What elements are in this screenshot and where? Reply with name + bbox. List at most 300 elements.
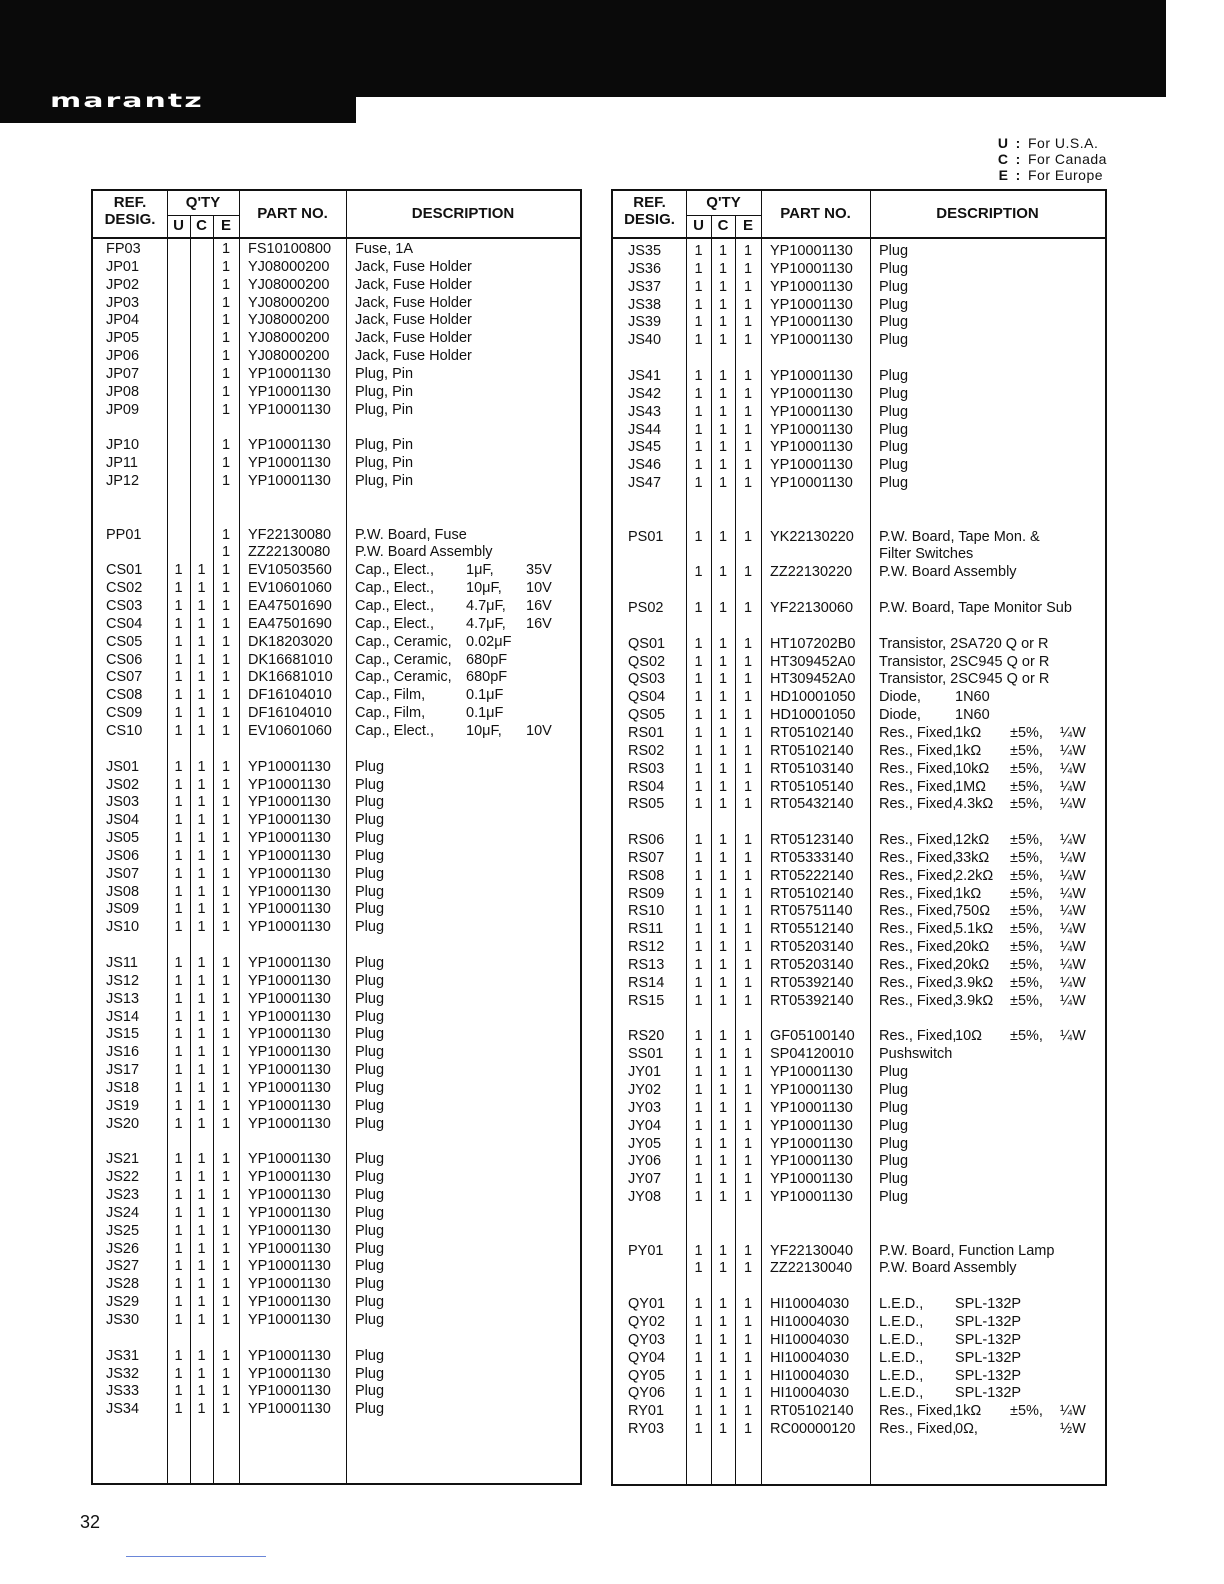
table-row <box>93 633 580 651</box>
qty-e: 1 <box>221 1044 231 1061</box>
table-row <box>613 635 1105 653</box>
table-row <box>93 1222 580 1240</box>
qty-u: 1 <box>694 974 703 991</box>
ref-desig: QY02 <box>628 1314 666 1330</box>
qty-e: 1 <box>743 367 753 384</box>
spec-rating: ¼W <box>1060 921 1086 938</box>
ref-desig: CS10 <box>106 722 143 739</box>
ref-desig: RS07 <box>628 849 665 866</box>
qty-c: 1 <box>718 1331 728 1348</box>
description: P.W. Board Assembly <box>355 544 493 561</box>
header-c: C <box>717 217 729 234</box>
ref-desig: JS45 <box>628 439 662 456</box>
description: Plug <box>355 794 385 811</box>
part-no: HI10004030 <box>770 1314 850 1330</box>
description: Plug <box>355 1026 385 1043</box>
region-legend <box>996 135 1107 183</box>
qty-e: 1 <box>221 919 231 936</box>
qty-c: 1 <box>718 1385 728 1402</box>
qty-e: 1 <box>221 1187 231 1204</box>
description: Cap., Film, <box>355 687 426 704</box>
description: P.W. Board Assembly <box>879 1260 1017 1277</box>
table-row <box>613 296 1105 314</box>
qty-u: 1 <box>694 1081 703 1098</box>
qty-u: 1 <box>694 1421 703 1438</box>
legend-row-usa: U : For U.S.A. <box>997 135 1099 151</box>
part-no: YP10001130 <box>248 919 331 936</box>
table-row <box>93 240 580 258</box>
table-row <box>613 367 1105 385</box>
part-no: YP10001130 <box>770 1135 853 1152</box>
description: Plug <box>879 260 909 277</box>
page-number: 32 <box>80 1512 101 1532</box>
table-row <box>613 867 1105 885</box>
part-no: HT309452A0 <box>770 653 856 670</box>
qty-e: 1 <box>743 1117 753 1134</box>
part-no: YP10001130 <box>248 1044 331 1061</box>
description: Cap., Elect., <box>355 598 434 614</box>
qty-e: 1 <box>221 812 231 829</box>
header-description: DESCRIPTION <box>411 205 515 222</box>
qty-c: 1 <box>718 921 728 938</box>
part-no: YP10001130 <box>248 1115 331 1132</box>
ref-desig: RS04 <box>628 778 665 795</box>
qty-c: 1 <box>718 600 728 616</box>
description: Cap., Ceramic, <box>355 633 452 650</box>
qty-u: 1 <box>694 1135 703 1152</box>
qty-c: 1 <box>197 972 206 989</box>
qty-e: 1 <box>743 778 753 795</box>
part-no: YP10001130 <box>770 403 853 420</box>
spec-tolerance: ±5%, <box>1010 796 1043 813</box>
qty-c: 1 <box>197 1204 206 1221</box>
qty-c: 1 <box>718 1117 728 1134</box>
spec-tolerance: ±5%, <box>1010 760 1043 777</box>
qty-e: 1 <box>221 348 231 365</box>
description: Res., Fixed, <box>879 778 957 795</box>
ref-desig: JP02 <box>106 276 140 293</box>
qty-c: 1 <box>718 1421 728 1438</box>
description: Plug <box>355 1079 385 1096</box>
table-row <box>93 294 580 312</box>
part-no: DK18203020 <box>248 633 333 650</box>
part-no: HD10001050 <box>770 707 856 724</box>
qty-u: 1 <box>694 1171 703 1188</box>
qty-e: 1 <box>743 1135 753 1152</box>
spec-tolerance: ±5%, <box>1010 1028 1043 1045</box>
description: Res., Fixed, <box>879 796 957 813</box>
description: L.E.D., <box>879 1314 924 1330</box>
ref-desig: JS43 <box>628 403 662 420</box>
qty-e: 1 <box>221 651 231 668</box>
qty-e: 1 <box>221 562 231 579</box>
spec-value: 1N60 <box>955 707 990 724</box>
qty-c: 1 <box>718 421 728 438</box>
qty-e: 1 <box>221 847 231 864</box>
spec-value: 1N60 <box>955 689 990 706</box>
qty-e: 1 <box>743 1260 753 1277</box>
part-no: RT05105140 <box>770 778 854 795</box>
qty-c: 1 <box>197 990 206 1007</box>
qty-e: 1 <box>221 1365 231 1382</box>
spec-tolerance: ±5%, <box>1010 992 1043 1009</box>
spec-tolerance: ±5%, <box>1010 778 1043 795</box>
qty-c: 1 <box>197 722 206 739</box>
qty-c: 1 <box>718 457 728 474</box>
description: Plug <box>355 1401 385 1418</box>
qty-u: 1 <box>694 635 703 652</box>
qty-c: 1 <box>197 955 206 971</box>
qty-u: 1 <box>174 1026 183 1043</box>
qty-u: 1 <box>174 901 183 918</box>
qty-e: 1 <box>743 885 753 902</box>
ref-desig: RS08 <box>628 867 665 884</box>
part-no: YP10001130 <box>248 1079 331 1096</box>
part-no: RT05392140 <box>770 992 854 1009</box>
description: Plug <box>879 1117 909 1134</box>
table-row <box>613 438 1105 456</box>
table-row <box>93 1400 580 1418</box>
qty-c: 1 <box>197 1062 206 1079</box>
table-row <box>93 1275 580 1293</box>
ref-desig: JP03 <box>106 294 140 311</box>
qty-c: 1 <box>197 598 206 614</box>
part-no: YP10001130 <box>248 812 331 829</box>
ref-desig: JS32 <box>106 1365 140 1382</box>
table-row <box>93 1025 580 1043</box>
description: Plug <box>879 1171 909 1188</box>
table-row <box>613 1295 1105 1313</box>
table-row <box>93 472 580 490</box>
qty-u: 1 <box>174 883 183 900</box>
qty-e: 1 <box>221 669 231 686</box>
qty-u: 1 <box>694 528 703 545</box>
ref-desig: JP12 <box>106 473 140 490</box>
part-no: RT05203140 <box>770 939 854 956</box>
description: Jack, Fuse Holder <box>355 348 472 365</box>
qty-e: 1 <box>743 867 753 884</box>
table-row <box>93 436 580 454</box>
header-desig: DESIG. <box>624 211 675 228</box>
qty-e: 1 <box>221 276 231 293</box>
qty-c: 1 <box>718 742 728 759</box>
ref-desig: JS14 <box>106 1008 140 1025</box>
part-no: YP10001130 <box>248 1008 331 1025</box>
qty-u: 1 <box>174 1169 183 1186</box>
qty-e: 1 <box>743 528 753 545</box>
qty-e: 1 <box>743 1385 753 1402</box>
qty-e: 1 <box>743 260 753 277</box>
ref-desig: JP07 <box>106 365 140 382</box>
ref-desig: RS02 <box>628 742 665 759</box>
qty-u: 1 <box>174 687 183 704</box>
qty-c: 1 <box>718 1242 728 1259</box>
table-row <box>613 670 1105 688</box>
table-row <box>613 528 1105 546</box>
description: Res., Fixed, <box>879 849 957 866</box>
qty-u: 1 <box>174 1222 183 1239</box>
column-divider <box>686 215 761 216</box>
table-row <box>613 956 1105 974</box>
part-no: YP10001130 <box>770 1117 853 1134</box>
spec-value: 20kΩ <box>955 957 990 973</box>
part-no: RT05123140 <box>770 832 854 849</box>
qty-e: 1 <box>221 330 231 347</box>
qty-e: 1 <box>221 437 231 454</box>
description: Plug <box>355 883 385 900</box>
qty-u: 1 <box>694 742 703 759</box>
part-no: HI10004030 <box>770 1349 850 1366</box>
part-no: YJ08000200 <box>248 348 330 365</box>
ref-desig: RS14 <box>628 974 665 991</box>
description: Plug, Pin <box>355 401 414 418</box>
description: Plug, Pin <box>355 455 414 472</box>
qty-e: 1 <box>221 865 231 882</box>
qty-c: 1 <box>718 1153 728 1170</box>
table-row <box>613 724 1105 742</box>
part-no: SP04120010 <box>770 1046 854 1063</box>
part-no: YP10001130 <box>248 1204 331 1221</box>
description: Plug, Pin <box>355 437 414 454</box>
part-no: YP10001130 <box>248 365 331 382</box>
table-row <box>93 597 580 615</box>
ref-desig: QY04 <box>628 1349 666 1366</box>
ref-desig: JS44 <box>628 421 662 438</box>
qty-e: 1 <box>743 1171 753 1188</box>
part-no: YP10001130 <box>770 1064 853 1081</box>
spec-rating: 16V <box>526 598 552 614</box>
ref-desig: CS03 <box>106 598 143 614</box>
qty-c: 1 <box>718 1314 728 1330</box>
part-no: RT05102140 <box>770 885 854 902</box>
description: Res., Fixed, <box>879 974 957 991</box>
part-no: YP10001130 <box>770 367 853 384</box>
description: Res., Fixed, <box>879 957 957 973</box>
ref-desig: JY01 <box>628 1064 662 1081</box>
description: L.E.D., <box>879 1385 924 1402</box>
qty-u: 1 <box>694 1349 703 1366</box>
qty-e: 1 <box>743 296 753 313</box>
part-no: ZZ22130220 <box>770 564 853 581</box>
spec-value: SPL-132P <box>955 1349 1022 1366</box>
ref-desig: QS03 <box>628 671 666 688</box>
qty-c: 1 <box>718 528 728 545</box>
ref-desig: JS03 <box>106 794 140 811</box>
column-divider <box>167 215 239 216</box>
header-qty: Q'TY <box>706 194 741 211</box>
description: Res., Fixed, <box>879 867 957 884</box>
qty-u: 1 <box>694 1064 703 1081</box>
qty-u: 1 <box>694 1153 703 1170</box>
table-row <box>93 776 580 794</box>
ref-desig: JS35 <box>628 243 662 259</box>
spec-value: 12kΩ <box>955 832 990 849</box>
table-row <box>93 329 580 347</box>
ref-desig: JS16 <box>106 1044 140 1061</box>
qty-u: 1 <box>694 367 703 384</box>
ref-desig: RS11 <box>628 921 664 938</box>
qty-e: 1 <box>743 796 753 813</box>
spec-rating: ¼W <box>1060 796 1086 813</box>
part-no: HD10001050 <box>770 689 856 706</box>
header-ref: REF. <box>113 194 147 211</box>
qty-c: 1 <box>197 812 206 829</box>
qty-c: 1 <box>197 562 206 579</box>
qty-u: 1 <box>174 776 183 793</box>
part-no: YP10001130 <box>248 473 331 490</box>
qty-e: 1 <box>743 957 753 973</box>
qty-u: 1 <box>694 278 703 295</box>
qty-u: 1 <box>694 260 703 277</box>
description: Plug, Pin <box>355 383 414 400</box>
part-no: YP10001130 <box>248 1383 331 1400</box>
part-no: YP10001130 <box>248 1365 331 1382</box>
table-row <box>93 883 580 901</box>
table-row <box>93 1079 580 1097</box>
qty-u: 1 <box>694 1189 703 1206</box>
qty-c: 1 <box>718 974 728 991</box>
ref-desig: JP08 <box>106 383 140 400</box>
qty-e: 1 <box>743 1081 753 1098</box>
header-qty: Q'TY <box>185 194 221 211</box>
description: Diode, <box>879 689 921 706</box>
ref-desig: JS39 <box>628 314 662 331</box>
part-no: YK22130220 <box>770 528 854 545</box>
ref-desig: JY06 <box>628 1153 662 1170</box>
qty-c: 1 <box>197 1383 206 1400</box>
ref-desig: JP05 <box>106 330 140 347</box>
part-no: YP10001130 <box>248 830 331 847</box>
table-row <box>93 579 580 597</box>
ref-desig: JS10 <box>106 919 140 936</box>
table-row <box>93 276 580 294</box>
qty-c: 1 <box>718 475 728 492</box>
description: Plug <box>355 1258 385 1275</box>
ref-desig: JS17 <box>106 1062 140 1079</box>
qty-e: 1 <box>743 314 753 331</box>
qty-e: 1 <box>221 383 231 400</box>
qty-e: 1 <box>743 1331 753 1348</box>
bottom-rule <box>126 1556 266 1557</box>
ref-desig: JP11 <box>106 455 138 472</box>
qty-u: 1 <box>694 1099 703 1116</box>
table-row <box>93 668 580 686</box>
ref-desig: JS20 <box>106 1115 140 1132</box>
spec-value: 3.9kΩ <box>955 974 994 991</box>
spec-value: 10kΩ <box>955 760 990 777</box>
qty-u: 1 <box>694 457 703 474</box>
ref-desig: JS05 <box>106 830 140 847</box>
spec-tolerance: ±5%, <box>1010 885 1043 902</box>
qty-e: 1 <box>743 832 753 849</box>
ref-desig: JS42 <box>628 385 662 402</box>
description: Plug <box>355 1204 385 1221</box>
description: Plug <box>355 847 385 864</box>
qty-u: 1 <box>694 1028 703 1045</box>
ref-desig: JS07 <box>106 865 140 882</box>
part-no: YP10001130 <box>248 1097 331 1114</box>
part-no: YP10001130 <box>248 794 331 811</box>
table-row <box>93 1061 580 1079</box>
part-no: YP10001130 <box>770 457 853 474</box>
table-row <box>93 758 580 776</box>
part-no: HI10004030 <box>770 1367 850 1384</box>
part-no: YP10001130 <box>248 437 331 454</box>
description: Plug <box>879 314 909 331</box>
table-row <box>93 972 580 990</box>
spec-value: 20kΩ <box>955 939 990 956</box>
part-no: YP10001130 <box>248 401 331 418</box>
description: Res., Fixed, <box>879 760 957 777</box>
ref-desig: JS46 <box>628 457 662 474</box>
qty-u: 1 <box>174 919 183 936</box>
part-no: YP10001130 <box>770 439 853 456</box>
ref-desig: RS06 <box>628 832 665 849</box>
table-row <box>613 742 1105 760</box>
part-no: YF22130060 <box>770 600 854 616</box>
qty-u: 1 <box>694 707 703 724</box>
description: Cap., Elect., <box>355 562 434 579</box>
description: Res., Fixed, <box>879 742 957 759</box>
description: Transistor, 2SC945 Q or R <box>879 653 1050 670</box>
table-row <box>613 902 1105 920</box>
description: Res., Fixed, <box>879 921 957 938</box>
part-no: YP10001130 <box>770 260 853 277</box>
qty-e: 1 <box>221 526 231 543</box>
spec-value: SPL-132P <box>955 1385 1022 1402</box>
qty-u: 1 <box>694 867 703 884</box>
qty-e: 1 <box>743 689 753 706</box>
spec-rating: ¼W <box>1060 903 1086 920</box>
qty-e: 1 <box>221 455 231 472</box>
ref-desig: RS03 <box>628 760 665 777</box>
table-row <box>613 992 1105 1010</box>
qty-e: 1 <box>221 972 231 989</box>
table-row <box>93 543 580 561</box>
spec-value: 0.1μF <box>466 687 504 704</box>
qty-e: 1 <box>221 580 231 597</box>
spec-rating: ¼W <box>1060 724 1086 741</box>
qty-u: 1 <box>174 562 183 579</box>
parts-table-right <box>611 189 1107 1486</box>
table-row <box>93 811 580 829</box>
qty-u: 1 <box>694 760 703 777</box>
ref-desig: JS08 <box>106 883 140 900</box>
qty-u: 1 <box>694 1260 703 1277</box>
description: Plug <box>355 1240 385 1257</box>
table-row <box>613 849 1105 867</box>
part-no: YP10001130 <box>770 1189 853 1206</box>
table-row <box>93 1204 580 1222</box>
spec-value: 1kΩ <box>955 1403 982 1420</box>
spec-value: 0Ω, <box>955 1421 978 1438</box>
part-no: YF22130040 <box>770 1242 854 1259</box>
description: Res., Fixed, <box>879 724 957 741</box>
qty-e: 1 <box>221 615 231 632</box>
qty-e: 1 <box>743 1349 753 1366</box>
ref-desig: JY07 <box>628 1171 662 1188</box>
description: Transistor, 2SC945 Q or R <box>879 671 1050 688</box>
qty-u: 1 <box>694 1046 703 1063</box>
qty-u: 1 <box>174 1062 183 1079</box>
qty-c: 1 <box>718 1367 728 1384</box>
part-no: RT05392140 <box>770 974 854 991</box>
description: Plug <box>355 1365 385 1382</box>
qty-c: 1 <box>718 385 728 402</box>
ref-desig: RS05 <box>628 796 665 813</box>
qty-u: 1 <box>694 849 703 866</box>
qty-c: 1 <box>197 580 206 597</box>
